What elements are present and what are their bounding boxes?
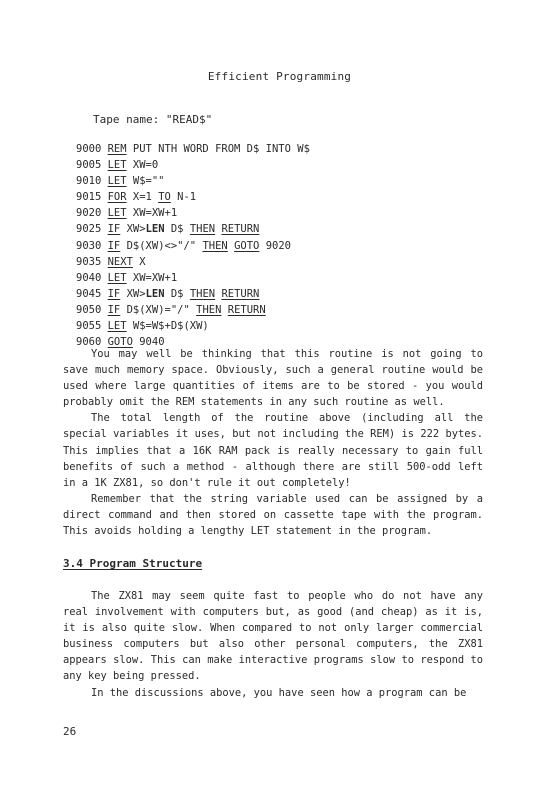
code-text: XW=XW+1 [126, 207, 178, 220]
basic-keyword: GOTO [107, 336, 133, 349]
listing-line [76, 286, 310, 302]
listing-line [76, 205, 310, 221]
basic-keyword: THEN [189, 223, 216, 236]
listing-line [76, 302, 310, 318]
basic-keyword: NEXT [107, 255, 133, 268]
body-paragraphs-2 [63, 588, 483, 701]
code-text: W$=W$+D$(XW) [126, 320, 209, 333]
code-text: D$(XW)="/" [120, 303, 197, 316]
tape-name-label: Tape name: "READ$" [93, 113, 213, 126]
code-text: XW> [120, 287, 146, 300]
basic-keyword: GOTO [234, 239, 260, 252]
paragraph: The ZX81 may seem quite fast to people who do not have any real involvement with computers but, as good (and cheap) as it is, it is also quite slow. When compared to not only larger commercial business computers but also other personal computers, the ZX81 appears slow. This can make interactive programs slow to respond to any key being pressed. [63, 590, 483, 683]
basic-keyword: LET [107, 207, 127, 220]
basic-keyword: THEN [196, 303, 222, 316]
listing-line [76, 141, 310, 157]
code-text: D$ [164, 223, 190, 236]
line-number: 9010 [76, 175, 108, 188]
basic-keyword: LET [107, 159, 127, 172]
listing-line [76, 157, 310, 173]
basic-keyword: LET [107, 320, 127, 333]
code-text: X [132, 255, 146, 268]
code-text: 9040 [132, 336, 165, 349]
line-number: 9030 [76, 239, 108, 252]
line-number: 9050 [76, 303, 108, 316]
listing-line [76, 189, 310, 205]
code-text: D$ [164, 287, 190, 300]
line-number: 9015 [76, 191, 108, 204]
line-number: 9040 [76, 271, 108, 284]
basic-keyword: IF [107, 303, 121, 316]
code-text: W$="" [126, 175, 165, 188]
listing-line [76, 173, 310, 189]
code-text: D$(XW)<>"/" [120, 239, 203, 252]
basic-keyword: IF [107, 287, 121, 300]
basic-keyword: THEN [189, 287, 216, 300]
basic-listing [76, 141, 310, 350]
basic-keyword: RETURN [227, 303, 266, 316]
basic-keyword: TO [158, 191, 171, 204]
code-text: X=1 [126, 191, 159, 204]
code-text: N-1 [170, 191, 197, 204]
basic-keyword: LET [107, 271, 127, 284]
basic-keyword: REM [107, 143, 127, 155]
code-text: XW> [120, 223, 146, 236]
line-number: 9020 [76, 207, 108, 220]
section-heading: 3.4 Program Structure [63, 557, 203, 570]
line-number: 9000 [76, 143, 108, 155]
line-number: 9060 [76, 336, 108, 349]
line-number: 9035 [76, 255, 108, 268]
paragraph: Remember that the string variable used can be assigned by a direct command and then stored on cassette tape with the program. This avoids holding a lengthy LET statement in the program. [63, 492, 483, 538]
code-text: PUT NTH WORD FROM D$ INTO W$ [126, 143, 310, 155]
running-header: Efficient Programming [207, 70, 352, 83]
paragraph: The total length of the routine above (including all the special variables it uses, but not including the REM) is 222 bytes. This implies that a 16K RAM pack is really necessary to gain full benefits of such a method - although there are still 500-odd left in a 1K ZX81, so don't rule it out completely! [63, 412, 483, 489]
line-number: 9055 [76, 320, 108, 333]
basic-keyword: RETURN [221, 287, 260, 300]
listing-line [76, 254, 310, 270]
basic-keyword: LET [107, 175, 127, 188]
line-number: 9045 [76, 287, 108, 300]
basic-keyword: IF [107, 239, 121, 252]
basic-keyword: LEN [145, 287, 165, 300]
basic-keyword: IF [107, 223, 121, 236]
listing-line [76, 270, 310, 286]
listing-line [76, 221, 310, 237]
line-number: 9005 [76, 159, 108, 172]
basic-keyword: FOR [107, 191, 127, 204]
paragraph: You may well be thinking that this routine is not going to save much memory space. Obviously, such a general routine would be used where large quantities of items are to be stored - you would probably omit the REM statements in any such routine as well. [63, 348, 483, 409]
body-paragraphs-1 [63, 346, 483, 539]
basic-keyword: RETURN [221, 223, 260, 236]
page-number: 26 [63, 725, 77, 738]
line-number: 9025 [76, 223, 108, 236]
listing-line [76, 318, 310, 334]
paragraph: In the discussions above, you have seen how a program can be [91, 686, 467, 699]
basic-keyword: THEN [202, 239, 228, 252]
listing-line [76, 238, 310, 254]
code-text: XW=XW+1 [126, 271, 178, 284]
basic-keyword: LEN [145, 223, 165, 236]
code-text: XW=0 [126, 159, 159, 172]
code-text: 9020 [259, 239, 291, 252]
